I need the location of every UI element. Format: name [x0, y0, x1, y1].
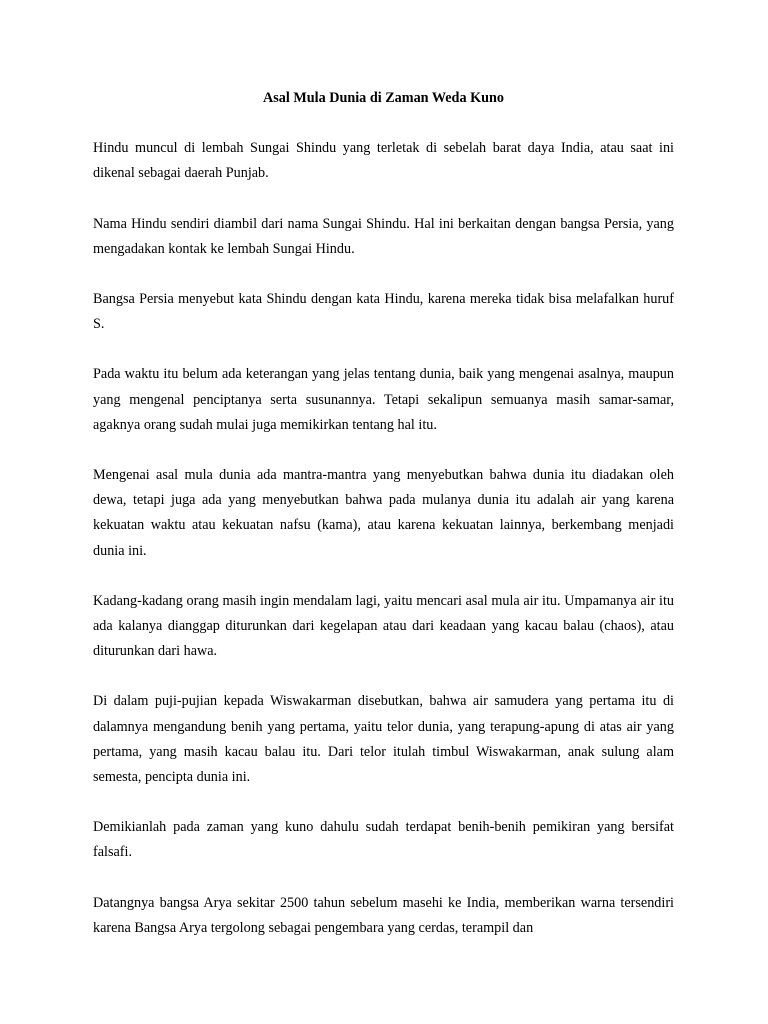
paragraph-persia: Bangsa Persia menyebut kata Shindu dengan kata Hindu, karena mereka tidak bisa melafalkan huruf S.: [93, 291, 674, 333]
document-title: Asal Mula Dunia di Zaman Weda Kuno: [263, 90, 504, 106]
paragraph-arya: Datangnya bangsa Arya sekitar 2500 tahun sebelum masehi ke India, memberikan warna tersendiri karena Bangsa Arya tergolong sebagai pengembara yang cerdas, terampil dan: [93, 894, 674, 936]
paragraph-name-origin: Nama Hindu sendiri diambil dari nama Sungai Shindu. Hal ini berkaitan dengan bangsa Persia, yang mengadakan kontak ke lembah Sungai Hindu.: [93, 215, 674, 257]
paragraph-hindu-origin: Hindu muncul di lembah Sungai Shindu yang terletak di sebelah barat daya India, atau saat ini dikenal sebagai daerah Punjab.: [93, 140, 674, 182]
paragraph-philosophy: Demikianlah pada zaman yang kuno dahulu sudah terdapat benih-benih pemikiran yang bersifat falsafi.: [93, 819, 674, 861]
paragraph-water-origin: Kadang-kadang orang masih ingin mendalam lagi, yaitu mencari asal mula air itu. Umpamanya air itu ada kalanya dianggap diturunkan dari kegelapan atau dari keadaan yang kacau balau (chaos), atau diturunkan dari hawa.: [93, 592, 674, 660]
paragraph-wiswakarman: Di dalam puji-pujian kepada Wiswakarman disebutkan, bahwa air samudera yang pertama itu di dalamnya mengandung benih yang pertama, yaitu telor dunia, yang terapung-apung di atas air yang pertama, yang masih kacau balau itu. Dari telor itulah timbul Wiswakarman, anak sulung alam semesta, pencipta dunia ini.: [93, 693, 674, 786]
paragraph-mantras: Mengenai asal mula dunia ada mantra-mantra yang menyebutkan bahwa dunia itu diadakan oleh dewa, tetapi juga ada yang menyebutkan bahwa pada mulanya dunia itu adalah air yang karena kekuatan waktu atau kekuatan nafsu (kama), atau karena kekuatan lainnya, berkembang menjadi dunia ini.: [93, 467, 674, 559]
document-body: [93, 86, 674, 941]
paragraph-early-knowledge: Pada waktu itu belum ada keterangan yang jelas tentang dunia, baik yang mengenai asalnya, maupun yang mengenal penciptanya serta susunannya. Tetapi sekalipun semuanya masih samar-samar, agaknya orang sudah mulai juga memikirkan tentang hal itu.: [93, 366, 674, 433]
